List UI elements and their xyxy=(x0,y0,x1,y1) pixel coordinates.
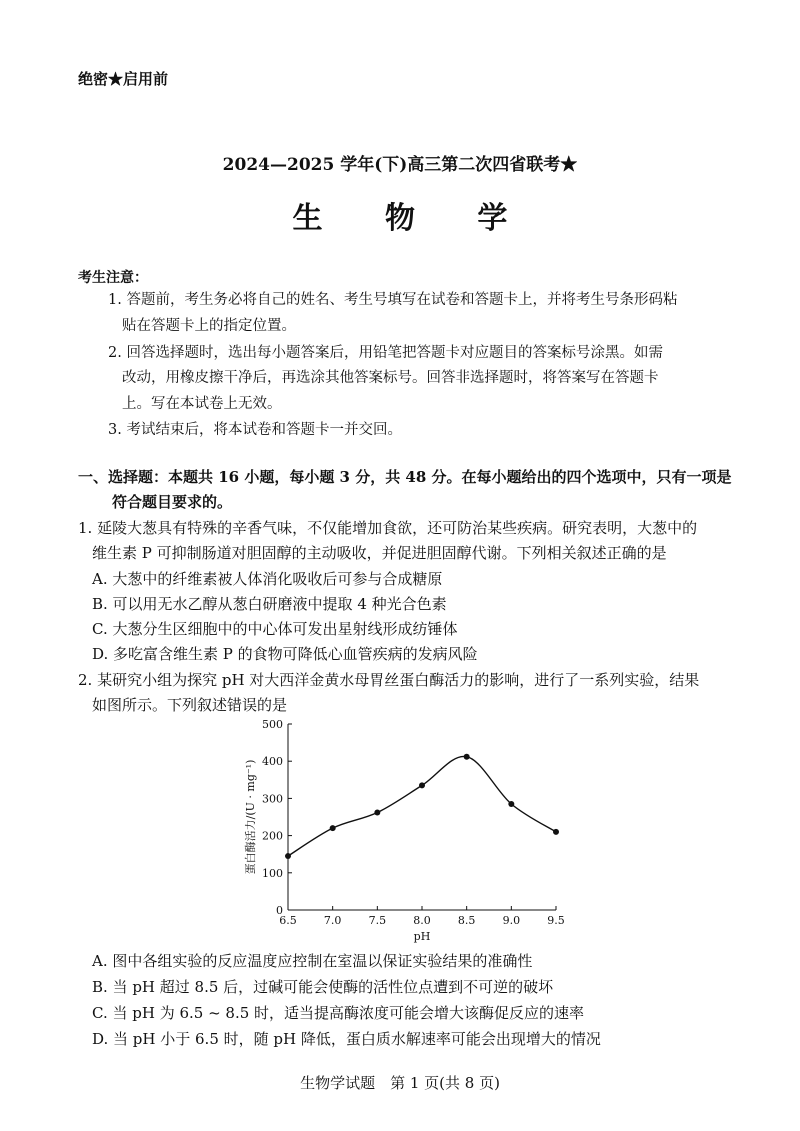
notice-line: 改动，用橡皮擦干净后，再选涂其他答案标号。回答非选择题时，将答案写在答题卡 xyxy=(122,370,659,386)
q2-stem: 2. 某研究小组为探究 pH 对大西洋金黄水母胃丝蛋白酶活力的影响，进行了一系列实验，结果 xyxy=(78,671,700,689)
y-tick-label: 100 xyxy=(262,866,283,880)
q1-option-d: D. 多吃富含维生素 P 的食物可降低心血管疾病的发病风险 xyxy=(92,645,478,663)
x-tick-label: 8.0 xyxy=(413,914,431,927)
q1-option-b: B. 可以用无水乙醇从葱白研磨液中提取 4 种光合色素 xyxy=(92,595,447,613)
enzyme-activity-chart xyxy=(240,712,580,950)
q1-option-c: C. 大葱分生区细胞中的中心体可发出星射线形成纺锤体 xyxy=(92,620,458,638)
y-tick-label: 500 xyxy=(262,718,283,731)
data-point xyxy=(464,754,470,760)
secret-mark: 绝密★启用前 xyxy=(78,70,169,88)
x-tick-label: 8.5 xyxy=(457,914,476,927)
q1-stem: 1. 延陵大葱具有特殊的辛香气味，不仅能增加食欲，还可防治某些疾病。研究表明，大葱中的 xyxy=(78,519,698,537)
notice-heading: 考生注意： xyxy=(78,270,148,286)
q2-option-b: B. 当 pH 超过 8.5 后，过碱可能会使酶的活性位点遭到不可逆的破坏 xyxy=(92,978,554,996)
notice-line: 上。写在本试卷上无效。 xyxy=(122,396,282,412)
x-axis-label: pH xyxy=(413,930,431,943)
y-tick-label: 300 xyxy=(262,792,283,806)
q2-option-a: A. 图中各组实验的反应温度应控制在室温以保证实验结果的准确性 xyxy=(92,952,533,970)
q1-option-a: A. 大葱中的纤维素被人体消化吸收后可参与合成糖原 xyxy=(92,570,443,588)
page-footer: 生物学试题 第 1 页(共 8 页) xyxy=(300,1074,500,1092)
q2-option-d: D. 当 pH 小于 6.5 时，随 pH 降低，蛋白质水解速率可能会出现增大的情况 xyxy=(92,1030,601,1048)
data-point xyxy=(374,810,380,816)
y-tick-label: 0 xyxy=(276,904,283,917)
x-tick-label: 7.5 xyxy=(368,914,387,927)
section-heading-cont: 符合题目要求的。 xyxy=(112,493,233,511)
notice-line: 2. 回答选择题时，选出每小题答案后，用铅笔把答题卡对应题目的答案标号涂黑。如需 xyxy=(108,345,663,361)
exam-title: 2024—2025 学年(下)高三第二次四省联考★ xyxy=(222,155,578,175)
x-tick-label: 7.0 xyxy=(323,914,342,927)
data-point xyxy=(285,853,291,859)
x-tick-label: 9.5 xyxy=(547,914,565,927)
y-tick-label: 400 xyxy=(262,755,283,769)
q2-stem-cont: 如图所示。下列叙述错误的是 xyxy=(92,696,288,714)
y-tick-label: 200 xyxy=(262,829,283,843)
series-line xyxy=(288,756,556,856)
x-tick-label: 6.5 xyxy=(279,914,297,927)
notice-line: 1. 答题前，考生务必将自己的姓名、考生号填写在试卷和答题卡上，并将考生号条形码粘 xyxy=(108,292,678,308)
q2-option-c: C. 当 pH 为 6.5 ~ 8.5 时，适当提高酶浓度可能会增大该酶促反应的速率 xyxy=(92,1004,585,1022)
x-tick-label: 9.0 xyxy=(502,914,521,927)
notice-line: 3. 考试结束后，将本试卷和答题卡一并交回。 xyxy=(108,422,402,438)
notice-line: 贴在答题卡上的指定位置。 xyxy=(122,318,296,334)
subject-title: 生 物 学 xyxy=(292,201,534,236)
data-point xyxy=(330,825,336,831)
data-point xyxy=(553,829,559,835)
section-heading: 一、选择题：本题共 16 小题，每小题 3 分，共 48 分。在每小题给出的四个选项中，只有一项是 xyxy=(78,468,732,486)
q1-stem-cont: 维生素 P 可抑制肠道对胆固醇的主动吸收，并促进胆固醇代谢。下列相关叙述正确的是 xyxy=(92,544,667,562)
data-point xyxy=(419,782,425,788)
y-axis-label: 蛋白酶活力/(U · mg⁻¹) xyxy=(244,759,257,875)
data-point xyxy=(508,801,514,807)
